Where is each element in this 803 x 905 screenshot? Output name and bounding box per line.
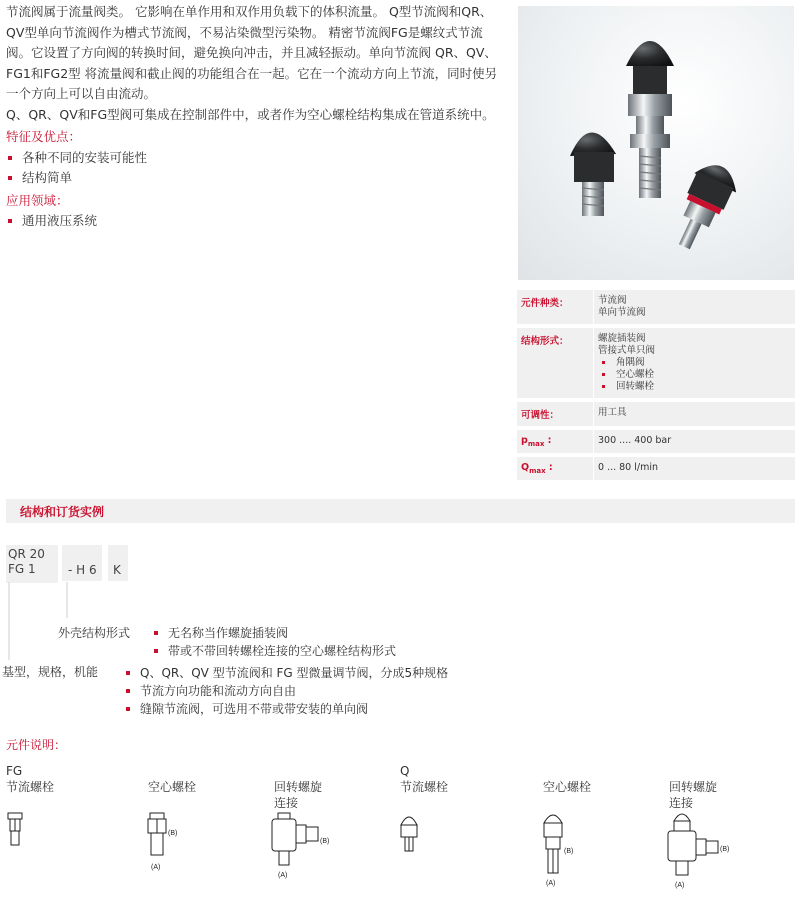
symbol-label <box>400 779 448 795</box>
housing-list <box>152 624 396 660</box>
fg-throttle-bolt-symbol <box>8 813 22 845</box>
base-list <box>124 664 448 718</box>
symbol-label <box>6 779 54 795</box>
intro-block <box>6 2 501 232</box>
spec-value: 0 ... 80 l/min <box>593 457 795 480</box>
type-code-line: QR 20 <box>8 547 45 561</box>
cartridge-valve <box>664 157 743 257</box>
features-list <box>6 148 501 189</box>
port-label-b: (B) <box>320 838 330 845</box>
applications-title: 应用领域： <box>6 192 69 208</box>
list-item: 角隅阀 <box>598 357 791 369</box>
list-item: 回转螺栓 <box>598 381 791 393</box>
design-sublist <box>598 357 791 393</box>
port-label-a: (A) <box>151 864 161 871</box>
features-title: 特征及优点： <box>6 129 82 144</box>
port-label-b: (B) <box>720 846 730 853</box>
spec-value <box>593 328 795 398</box>
symbol-label <box>543 779 591 795</box>
symbol-label-line: 回转螺旋 <box>669 780 718 794</box>
list-item: 各种不同的安装可能性 <box>6 148 501 169</box>
product-illustration <box>518 6 794 280</box>
list-item: Q、QR、QV 型节流阀和 FG 型微量调节阀，分成5种规格 <box>124 664 448 682</box>
spec-row-adjust <box>517 402 795 426</box>
symbol-label-line: 空心螺栓 <box>543 780 592 794</box>
housing-code: - H 6 <box>68 563 97 577</box>
throttle-bolt-valve <box>570 132 616 216</box>
fg-hollow-bolt-symbol <box>148 813 166 855</box>
spec-value: 用工具 <box>593 402 795 426</box>
type-code-line: FG 1 <box>8 562 36 576</box>
spec-value-line: 单向节流阀 <box>598 307 646 318</box>
symbol-label-line: 节流螺栓 <box>400 780 449 794</box>
list-item: 结构简单 <box>6 168 501 189</box>
spec-key-qmax: $Q_{max}$ : <box>521 461 553 475</box>
spec-key-sub: max <box>527 439 545 448</box>
list-item: 带或不带回转螺栓连接的空心螺栓结构形式 <box>152 642 396 660</box>
port-label-b: (B) <box>168 830 178 837</box>
spec-row-qmax <box>517 457 795 480</box>
spec-row-design <box>517 328 795 398</box>
applications-list <box>6 211 501 232</box>
section-title: 结构和订货实例 <box>20 505 105 519</box>
spec-value <box>593 290 795 324</box>
group-label-fg: FG <box>6 764 23 778</box>
spec-row-type <box>517 290 795 324</box>
section-band <box>6 499 795 523</box>
spec-value-line: 螺旋插装阀 <box>598 333 646 344</box>
intro-paragraph: 节流阀属于流量阀类。 它影响在单作用和双作用负载下的体积流量。 Q型节流阀和QR、QV型单向节流阀作为槽式节流阀，不易沾染微型污染物。 精密节流阀FG是螺纹式节流阀。它设置了方向阀的转换时间，避免换向冲击，并且减轻振动。单向节流阀 QR、QV、FG1和FG2型 将流量阀和截止阀的功能组合在一起。它在一个流动方向上节流，同时使另一个方向上可以自由流动。 <box>6 4 498 101</box>
q-banjo-symbol <box>668 814 718 875</box>
symbol-label-line: 空心螺栓 <box>148 780 197 794</box>
symbol-label-line: 连接 <box>669 796 694 810</box>
spec-value-line: 节流阀 <box>598 295 627 306</box>
port-label-b: (B) <box>564 848 574 855</box>
list-item: 节流方向功能和流动方向自由 <box>124 682 448 700</box>
intro-paragraph-2: Q、QR、QV和FG型阀可集成在控制部件中，或者作为空心螺栓结构集成在管道系统中。 <box>6 106 495 122</box>
spec-value: 300 .... 400 bar <box>593 430 795 453</box>
spec-key-main: Q <box>521 461 530 473</box>
spec-row-pmax <box>517 430 795 453</box>
spec-key: 结构形式： <box>521 336 569 347</box>
port-label-a: (A) <box>675 882 685 889</box>
spec-key-pmax: $p_{max}$ : <box>521 435 552 448</box>
option-code-box <box>108 545 128 581</box>
q-throttle-bolt-symbol <box>401 817 417 851</box>
list-item: 通用液压系统 <box>6 211 501 232</box>
spec-key-sub: max <box>529 466 546 475</box>
housing-code-box <box>62 545 102 581</box>
type-code-box <box>6 545 58 583</box>
spec-value-line: 管接式单只阀 <box>598 345 656 356</box>
port-label-a: (A) <box>546 880 556 887</box>
fg-banjo-symbol <box>272 813 318 865</box>
q-hollow-bolt-symbol <box>544 815 562 873</box>
port-label-a: (A) <box>278 872 288 879</box>
base-label: 基型，规格，机能 <box>2 665 99 679</box>
symbol-label <box>148 779 196 795</box>
spec-key: 元件种类： <box>521 298 569 309</box>
product-photo <box>518 6 794 280</box>
elements-title: 元件说明： <box>6 738 67 752</box>
list-item: 缝隙节流阀，可选用不带或带安装的单向阀 <box>124 700 448 718</box>
symbol-label-line: 节流螺栓 <box>6 780 55 794</box>
hollow-bolt-valve <box>626 41 674 198</box>
spec-key: 可调性： <box>521 410 560 421</box>
spec-key-main: p <box>521 435 528 446</box>
list-item: 无名称当作螺旋插装阀 <box>152 624 396 642</box>
element-symbols <box>0 805 803 905</box>
housing-label: 外壳结构形式 <box>58 626 131 640</box>
spec-table <box>517 290 795 483</box>
group-label-q: Q <box>400 764 410 778</box>
symbol-label-line: 回转螺旋 <box>274 780 323 794</box>
symbol-label-line: 连接 <box>274 796 299 810</box>
list-item: 空心螺栓 <box>598 369 791 381</box>
option-code: K <box>113 563 121 577</box>
